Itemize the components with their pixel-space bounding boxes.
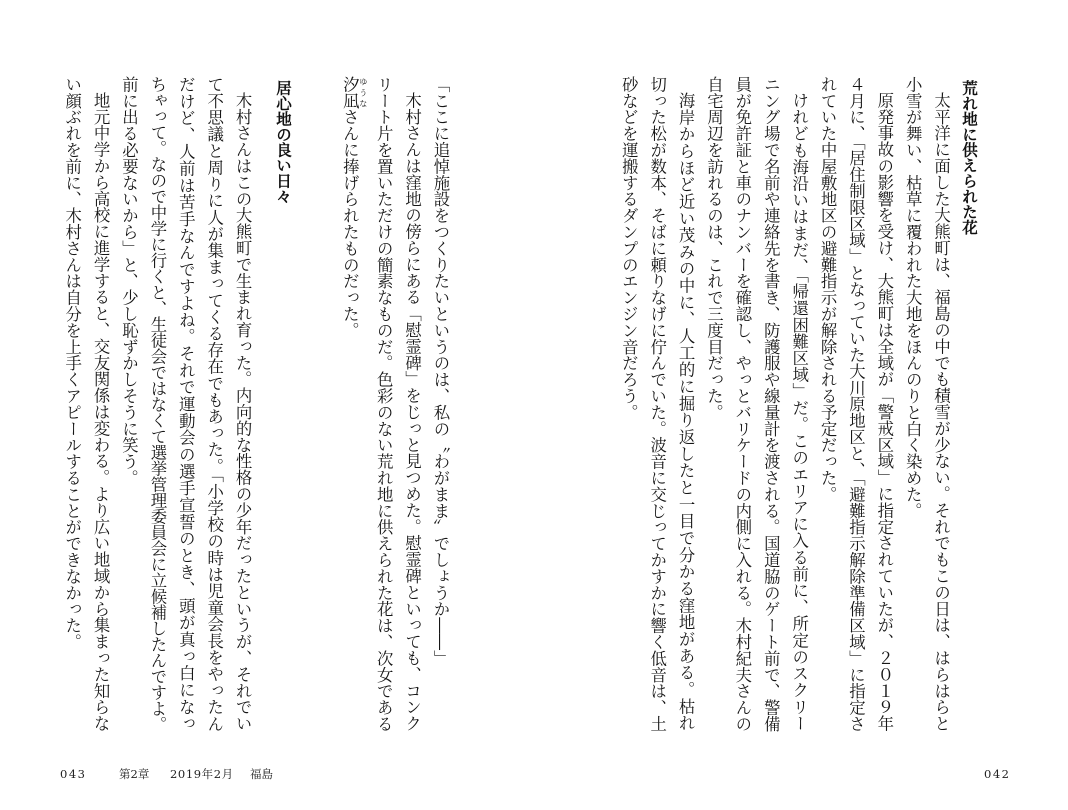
running-footer-place: 福島 [250, 767, 273, 781]
text-line: 小雪が舞い、枯草に覆われた大地をほんのりと白く染めた。 [903, 76, 923, 519]
paragraph [699, 76, 813, 732]
page-number-right: 042 [984, 767, 1011, 781]
text-line: 前に出る必要ないから」と、少し恥ずかしそうに笑う。 [119, 76, 139, 486]
quote-paragraph [426, 76, 454, 732]
text-line: 自宅周辺を訪れるのは、これで三度目だった。 [704, 76, 724, 421]
paragraph [57, 76, 114, 732]
paragraph [898, 76, 955, 732]
left-page [57, 76, 454, 732]
paragraph [614, 76, 699, 732]
text-line: れていた中屋敷地区の避難指示が解除される予定だった。 [818, 76, 838, 503]
text-line: 員が免許証と車のナンバーを確認し、やっとバリケードの内側に入れる。木村紀夫さんの [732, 76, 752, 732]
text-line: ４月に、「居住制限区域」となっていた大川原地区と、「避難指示解除準備区域」に指定さ [846, 76, 866, 732]
text-line: 木村さんはこの大熊町で生まれ育った。内向的な性格の少年だったというが、それでい [233, 92, 253, 732]
page-number-left: 043 [60, 767, 87, 781]
section-heading: 荒れ地に供えられた花 [960, 80, 978, 235]
running-footer-date: 2019年2月 [170, 767, 234, 781]
text-line: けれども海沿いはまだ、「帰還困難区域」だ。このエリアに入る前に、所定のスクリー [789, 92, 809, 732]
section-heading: 居心地の良い日々 [274, 80, 293, 204]
name-with-furigana: 汐凪 ゆうな [340, 76, 369, 109]
paragraph [114, 76, 256, 732]
text-line: て不思議と周りに人が集まってくる存在でもあった。「小学校の時は児童会長をやったん [204, 76, 224, 732]
running-footer-chapter: 第2章 [119, 767, 150, 781]
text-line: 切った松が数本、そばに頼りなげに佇んでいた。波音に交じってかすかに響く低音は、土 [647, 76, 667, 732]
furigana: ゆうな [358, 76, 369, 109]
text-line: 砂などを運搬するダンプのエンジン音だろう。 [619, 76, 639, 421]
text-line: ちゃって。なので中学に行くと、生徒会ではなくて選挙管理委員会に立候補したんですよ。 [147, 76, 167, 732]
paragraph [813, 76, 898, 732]
right-page [614, 76, 983, 732]
text-line: 海岸からほど近い茂みの中に、人工的に掘り返したと一目で分かる窪地がある。枯れ [676, 92, 696, 732]
text-line: 汐凪 ゆうなさんに捧げられたものだった。 [340, 76, 369, 339]
text-line: だけど、人前は苦手なんですよね。それで運動会の選手宣誓のとき、頭が真っ白になっ [176, 76, 196, 732]
text-line: 地元中学から高校に進学すると、交友関係は変わる。より広い地域から集まった知らな [91, 92, 111, 732]
text-line: 「ここに追悼施設をつくりたいというのは、私の〝わがまま〟でしょうか――」 [431, 76, 450, 667]
paragraph [340, 76, 425, 732]
text-line: 原発事故の影響を受け、大熊町は全域が「警戒区域」に指定されていたが、２０１９年 [874, 92, 894, 732]
text-line: い顔ぶれを前に、木村さんは自分を上手くアピールすることができなかった。 [62, 76, 82, 650]
text-line: 太平洋に面した大熊町は、福島の中でも積雪が少ない。それでもこの日は、はらはらと [931, 92, 951, 732]
text-line: リート片を置いただけの簡素なものだ。色彩のない荒れ地に供えられた花は、次女である [374, 76, 394, 732]
text-line: ニング場で名前や連絡先を書き、防護服や線量計を渡される。国道脇のゲート前で、警備 [761, 76, 781, 732]
text-line: 木村さんは窪地の傍らにある「慰霊碑」をじっと見つめた。慰霊碑といっても、コンク [402, 92, 422, 732]
